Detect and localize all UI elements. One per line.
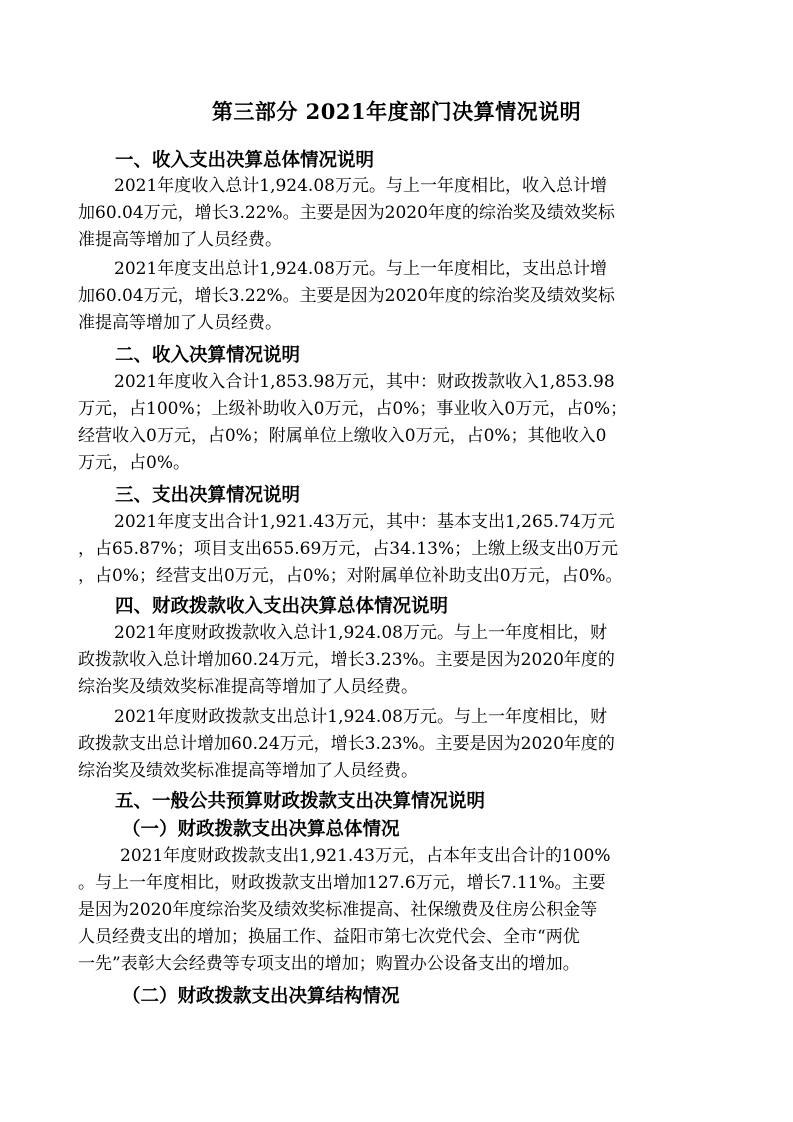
section-4-paragraph-1 [78, 620, 714, 701]
text-line: 准提高等增加了人员经费。 [78, 313, 282, 333]
section-1-heading: 一、收入支出决算总体情况说明 [115, 150, 375, 171]
section-4-paragraph-2 [78, 704, 714, 785]
text-line: 2021年度支出总计1,924.08万元。与上一年度相比，支出总计增 [114, 259, 607, 279]
page-title: 第三部分 2021年度部门决算情况说明 [211, 99, 582, 124]
text-line: 2021年度财政拨款支出总计1,924.08万元。与上一年度相比，财 [114, 707, 607, 727]
text-line: 2021年度财政拨款支出1,921.43万元，占本年支出合计的100% [120, 846, 611, 866]
text-line: 一先”表彰大会经费等专项支出的增加；购置办公设备支出的增加。 [78, 954, 580, 974]
text-line: 2021年度收入总计1,924.08万元。与上一年度相比，收入总计增 [114, 176, 607, 196]
text-line: 政拨款支出总计增加60.24万元，增长3.23%。主要是因为2020年度的 [78, 734, 615, 754]
section-1-paragraph-2 [78, 256, 714, 337]
text-line: 2021年度收入合计1,853.98万元，其中：财政拨款收入1,853.98 [114, 372, 615, 392]
text-line: 政拨款收入总计增加60.24万元，增长3.23%。主要是因为2020年度的 [78, 650, 615, 670]
text-line: 加60.04万元，增长3.22%。主要是因为2020年度的综治奖及绩效奖标 [78, 203, 615, 223]
section-3-paragraph-1 [78, 509, 714, 590]
text-line: 万元，占100%；上级补助收入0万元，占0%；事业收入0万元，占0%； [78, 399, 628, 419]
text-line: ，占0%；经营支出0万元，占0%；对附属单位补助支出0万元，占0%。 [78, 566, 623, 586]
text-line: 经营收入0万元，占0%；附属单位上缴收入0万元，占0%；其他收入0 [78, 426, 607, 446]
text-line: 万元，占0%。 [78, 453, 190, 473]
section-2-paragraph-1 [78, 369, 714, 477]
text-line: 2021年度财政拨款收入总计1,924.08万元。与上一年度相比，财 [114, 623, 607, 643]
text-line: 人员经费支出的增加；换届工作、益阳市第七次党代会、全市“两优 [78, 927, 580, 947]
text-line: 加60.04万元，增长3.22%。主要是因为2020年度的综治奖及绩效奖标 [78, 286, 615, 306]
section-1-paragraph-1 [78, 173, 714, 254]
section-3-heading: 三、支出决算情况说明 [115, 485, 301, 506]
section-4-heading: 四、财政拨款收入支出决算总体情况说明 [115, 596, 449, 617]
text-line: 综治奖及绩效奖标准提高等增加了人员经费。 [78, 761, 418, 781]
text-line: 是因为2020年度综治奖及绩效奖标准提高、社保缴费及住房公积金等 [78, 900, 598, 920]
text-line: 综治奖及绩效奖标准提高等增加了人员经费。 [78, 677, 418, 697]
subsection-2-heading: （二）财政拨款支出决算结构情况 [122, 986, 400, 1007]
section-5-heading: 五、一般公共预算财政拨款支出决算情况说明 [115, 791, 486, 812]
section-5-paragraph-1 [78, 843, 714, 978]
section-2-heading: 二、收入决算情况说明 [115, 345, 301, 366]
text-line: 。与上一年度相比，财政拨款支出增加127.6万元，增长7.11%。主要 [78, 873, 606, 893]
text-line: ，占65.87%；项目支出655.69万元，占34.13%；上缴上级支出0万元 [78, 539, 618, 559]
text-line: 准提高等增加了人员经费。 [78, 230, 282, 250]
subsection-1-heading: （一）财政拨款支出决算总体情况 [122, 819, 400, 840]
text-line: 2021年度支出合计1,921.43万元，其中：基本支出1,265.74万元 [114, 512, 615, 532]
